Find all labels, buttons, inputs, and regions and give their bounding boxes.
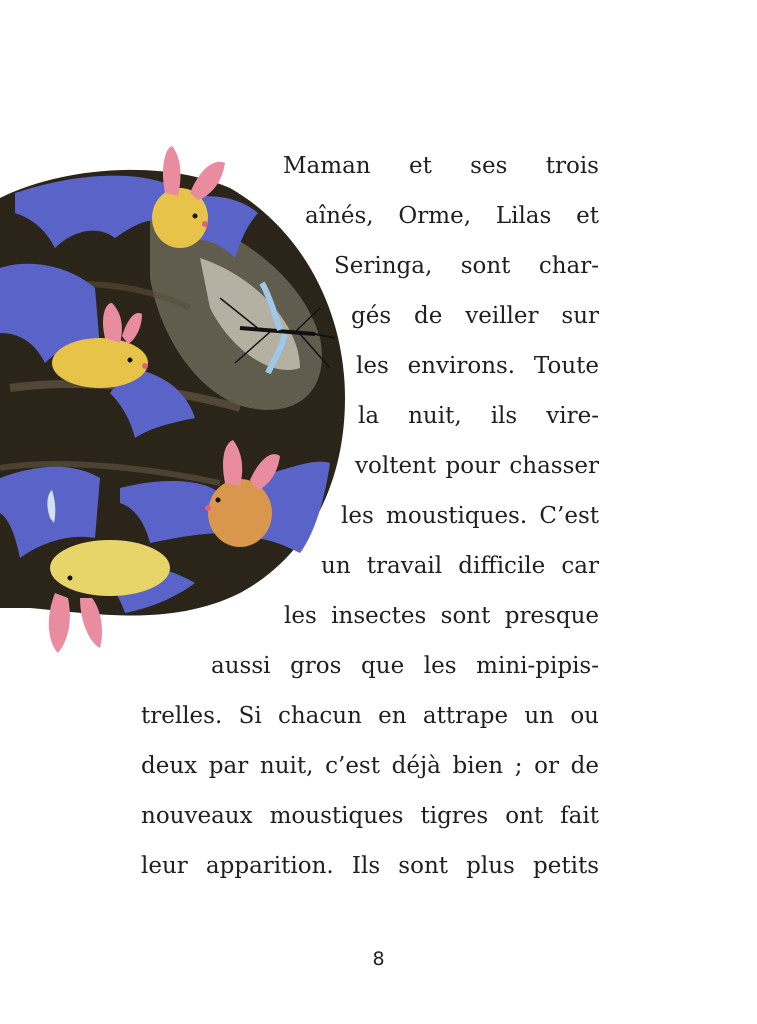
text-line: la nuit, ils vire- — [358, 403, 599, 429]
text-line: un travail difficile car — [321, 553, 599, 579]
bats-illustration — [0, 138, 350, 668]
text-line: deux par nuit, c’est déjà bien ; or de — [141, 753, 599, 779]
text-line: aussi gros que les mini-pipis- — [211, 653, 599, 679]
text-line: gés de veiller sur — [351, 303, 599, 329]
page-number: 8 — [372, 948, 385, 970]
text-line: trelles. Si chacun en attrape un ou — [141, 703, 599, 729]
text-line: voltent pour chasser — [355, 453, 599, 479]
text-line: aînés, Orme, Lilas et — [305, 203, 599, 229]
text-line: Seringa, sont char- — [334, 253, 599, 279]
text-line: les insectes sont presque — [284, 603, 599, 629]
text-line: les environs. Toute — [356, 353, 599, 379]
text-line: leur apparition. Ils sont plus petits — [141, 853, 599, 879]
text-line: nouveaux moustiques tigres ont fait — [141, 803, 599, 829]
text-line: les moustiques. C’est — [341, 503, 599, 529]
text-line: Maman et ses trois — [283, 153, 599, 179]
